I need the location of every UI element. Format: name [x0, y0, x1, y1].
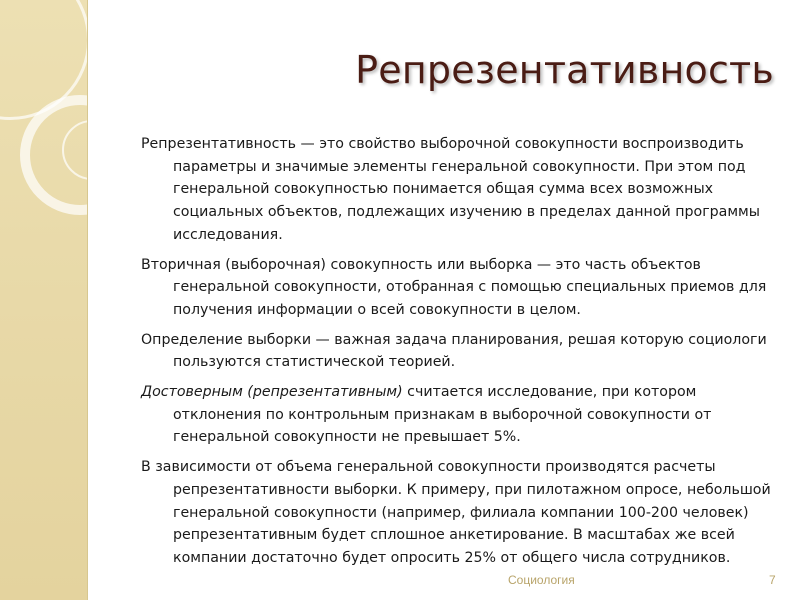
slide-body — [141, 133, 781, 577]
paragraph: Вторичная (выборочная) совокупность или выборка — это часть объектов генеральной совокупности, отобранная с помощью специальных приемов для получения информации о всей совокупности в целом. — [141, 256, 767, 318]
footer-label: Социология — [508, 573, 575, 587]
decorative-sidebar — [0, 0, 87, 600]
paragraph: В зависимости от объема генеральной совокупности производятся расчеты репрезентативности выборки. К примеру, при пилотажном опросе, небольшой генеральной совокупности (например, филиала компании 100-200 человек) репрезентативным будет сплошное анкетирование. В масштабах же всей компании достаточно будет опросить 25% от общего числа сотрудников. — [141, 459, 771, 566]
paragraph: Репрезентативность — это свойство выборочной совокупности воспроизводить параметры и значимые элементы генеральной совокупности. При этом под генеральной совокупностью понимается общая сумма всех возможных социальных объектов, подлежащих изучению в пределах данной программы исследования. — [141, 136, 760, 243]
paragraph: Достоверным (репрезентативным) считается исследование, при котором отклонения по контрольным признакам в выборочной совокупности от генеральной совокупности не превышает 5%. — [141, 384, 712, 446]
italic-term: Достоверным (репрезентативным) — [141, 384, 403, 401]
slide-title: Репрезентативность — [355, 48, 774, 92]
paragraph: Определение выборки — важная задача планирования, решая которую социологи пользуются статистической теорией. — [141, 331, 767, 371]
sidebar-divider — [87, 0, 88, 600]
page-number: 7 — [769, 573, 776, 587]
